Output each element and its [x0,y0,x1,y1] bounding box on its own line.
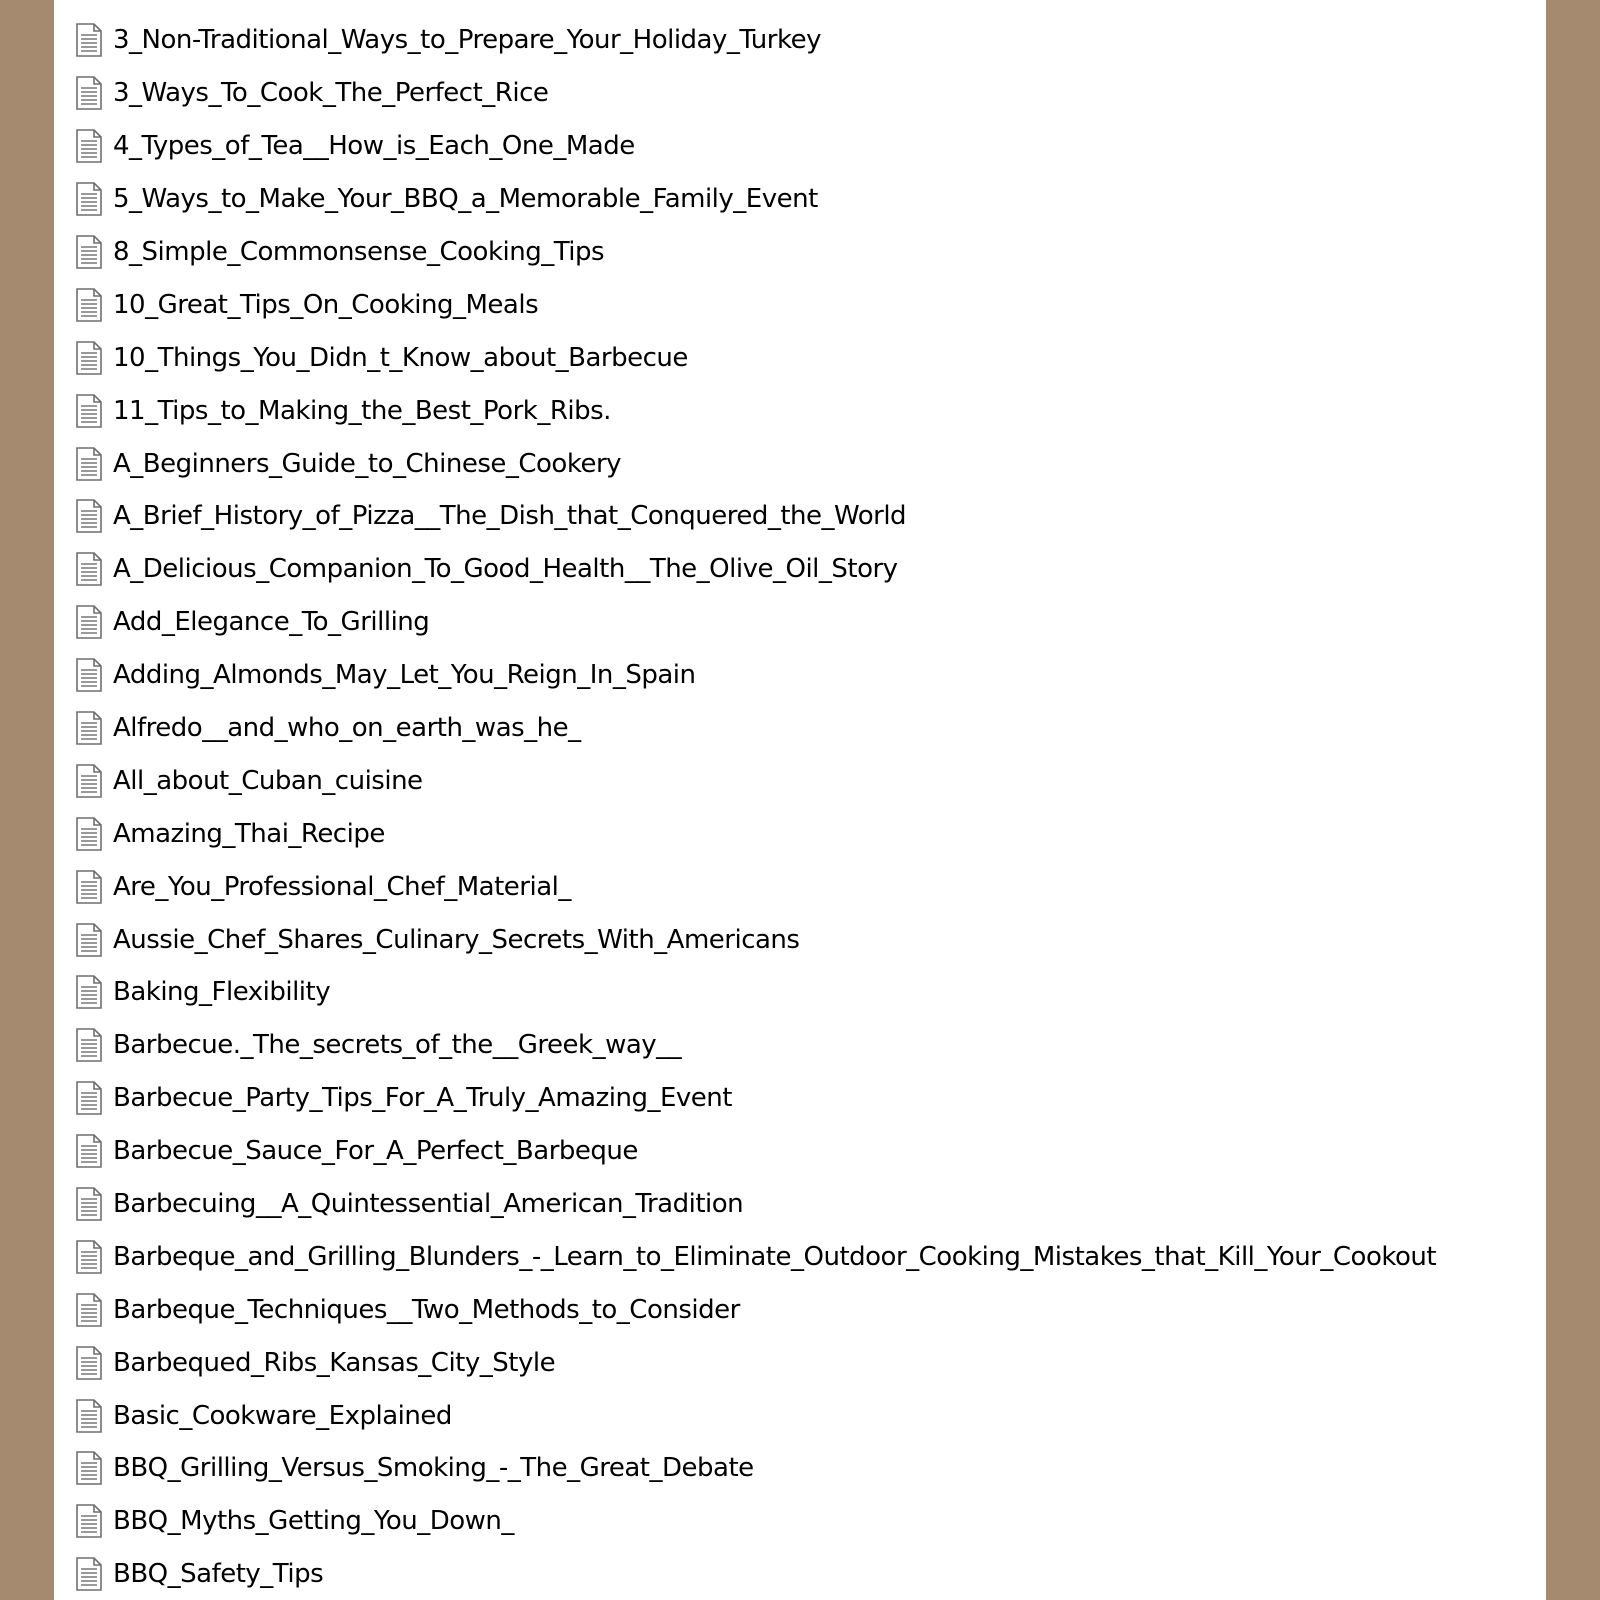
file-name: 3_Non-Traditional_Ways_to_Prepare_Your_Holiday_Turkey [113,25,821,56]
file-item[interactable] [54,14,1546,67]
text-document-icon [74,816,104,852]
file-item[interactable] [54,331,1546,384]
file-item[interactable] [54,120,1546,173]
file-list [54,14,1546,1600]
text-document-icon [74,498,104,534]
file-item[interactable] [54,1230,1546,1283]
file-name: Adding_Almonds_May_Let_You_Reign_In_Spain [113,660,696,691]
text-document-icon [74,551,104,587]
file-name: BBQ_Myths_Getting_You_Down_ [113,1506,514,1537]
text-document-icon [74,340,104,376]
text-document-icon [74,75,104,111]
file-item[interactable] [54,1336,1546,1389]
file-name: Aussie_Chef_Shares_Culinary_Secrets_With_Americans [113,924,800,955]
file-name: 5_Ways_to_Make_Your_BBQ_a_Memorable_Family_Event [113,184,818,215]
text-document-icon [74,234,104,270]
file-item[interactable] [54,384,1546,437]
text-document-icon [74,22,104,58]
file-item[interactable] [54,649,1546,702]
file-name: BBQ_Grilling_Versus_Smoking_-_The_Great_Debate [113,1453,754,1484]
file-name: A_Delicious_Companion_To_Good_Health__The_Olive_Oil_Story [113,554,898,585]
file-name: A_Beginners_Guide_to_Chinese_Cookery [113,448,622,479]
file-name: Basic_Cookware_Explained [113,1400,452,1431]
file-item[interactable] [54,1072,1546,1125]
file-name: 10_Things_You_Didn_t_Know_about_Barbecue [113,342,688,373]
file-item[interactable] [54,67,1546,120]
file-name: Are_You_Professional_Chef_Material_ [113,871,571,902]
file-item[interactable] [54,1389,1546,1442]
text-document-icon [74,1133,104,1169]
file-item[interactable] [54,860,1546,913]
file-item[interactable] [54,966,1546,1019]
text-document-icon [74,869,104,905]
file-name: All_about_Cuban_cuisine [113,765,423,796]
file-item[interactable] [54,913,1546,966]
file-name: Amazing_Thai_Recipe [113,818,385,849]
text-document-icon [74,1080,104,1116]
file-item[interactable] [54,754,1546,807]
text-document-icon [74,1503,104,1539]
text-document-icon [74,1556,104,1592]
file-item[interactable] [54,1178,1546,1231]
text-document-icon [74,1027,104,1063]
file-item[interactable] [54,173,1546,226]
file-name: 10_Great_Tips_On_Cooking_Meals [113,289,539,320]
file-item[interactable] [54,543,1546,596]
file-item[interactable] [54,437,1546,490]
file-item[interactable] [54,1019,1546,1072]
text-document-icon [74,287,104,323]
file-name: Barbecue_Sauce_For_A_Perfect_Barbeque [113,1136,638,1167]
file-item[interactable] [54,807,1546,860]
text-document-icon [74,1186,104,1222]
file-name: 3_Ways_To_Cook_The_Perfect_Rice [113,78,549,109]
text-document-icon [74,1239,104,1275]
file-name: 11_Tips_to_Making_the_Best_Pork_Ribs. [113,395,611,426]
file-item[interactable] [54,1495,1546,1548]
file-item[interactable] [54,596,1546,649]
file-name: Add_Elegance_To_Grilling [113,607,430,638]
file-name: Barbecue_Party_Tips_For_A_Truly_Amazing_Event [113,1083,732,1114]
text-document-icon [74,1292,104,1328]
file-item[interactable] [54,490,1546,543]
text-document-icon [74,710,104,746]
file-name: Barbeque_Techniques__Two_Methods_to_Consider [113,1294,740,1325]
text-document-icon [74,922,104,958]
file-name: Alfredo__and_who_on_earth_was_he_ [113,713,581,744]
text-document-icon [74,128,104,164]
file-item[interactable] [54,226,1546,279]
file-name: Barbequed_Ribs_Kansas_City_Style [113,1347,556,1378]
file-item[interactable] [54,1442,1546,1495]
text-document-icon [74,1345,104,1381]
text-document-icon [74,1398,104,1434]
file-item[interactable] [54,278,1546,331]
file-name: 4_Types_of_Tea__How_is_Each_One_Made [113,131,635,162]
file-name: Barbecue._The_secrets_of_the__Greek_way__ [113,1030,682,1061]
file-item[interactable] [54,1548,1546,1600]
text-document-icon [74,657,104,693]
file-item[interactable] [54,1283,1546,1336]
file-name: Barbecuing__A_Quintessential_American_Tradition [113,1189,744,1220]
text-document-icon [74,446,104,482]
file-item[interactable] [54,1125,1546,1178]
file-name: Baking_Flexibility [113,977,331,1008]
file-name: 8_Simple_Commonsense_Cooking_Tips [113,237,605,267]
text-document-icon [74,974,104,1010]
text-document-icon [74,1450,104,1486]
file-name: A_Brief_History_of_Pizza__The_Dish_that_Conquered_the_World [113,501,907,532]
file-name: Barbeque_and_Grilling_Blunders_-_Learn_to_Eliminate_Outdoor_Cooking_Mistakes_that_Kill_Your_Cookout [113,1241,1437,1272]
file-list-panel [54,0,1546,1600]
text-document-icon [74,393,104,429]
text-document-icon [74,604,104,640]
text-document-icon [74,181,104,217]
file-name: BBQ_Safety_Tips [113,1559,324,1590]
text-document-icon [74,763,104,799]
file-item[interactable] [54,702,1546,755]
